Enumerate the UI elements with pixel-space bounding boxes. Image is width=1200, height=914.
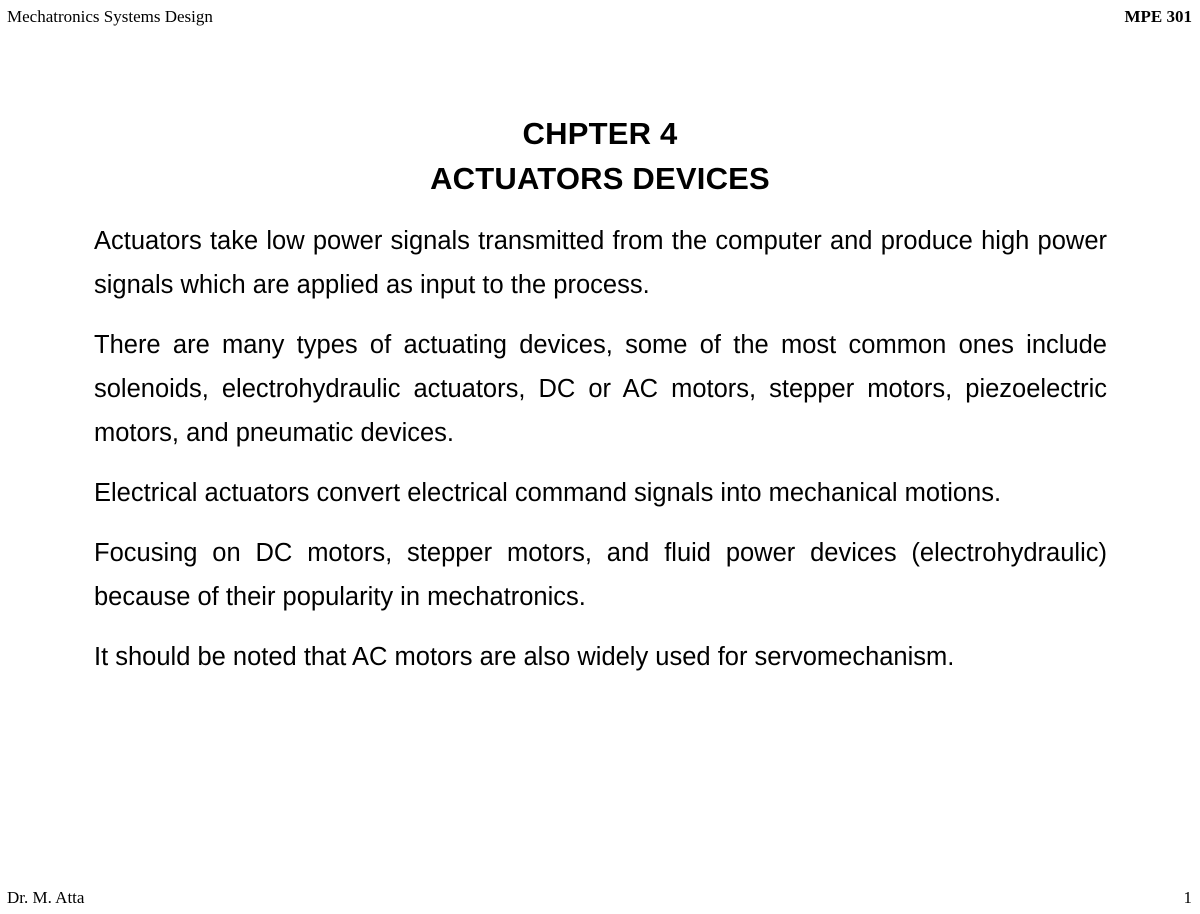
paragraph-ac-motors-note: It should be noted that AC motors are also widely used for servomechanism. [94,643,955,671]
paragraph-actuators-definition: Actuators take low power signals transmitted from the computer and produce high power signals which are applied as input to the process. [94,227,1107,299]
chapter-title [0,111,1200,201]
chapter-number: CHPTER 4 [522,116,678,151]
page-footer [7,888,1192,908]
author: Dr. M. Atta [7,888,85,907]
page-number: 1 [1183,888,1192,907]
course-code: MPE 301 [1124,7,1192,26]
paragraph-focus: Focusing on DC motors, stepper motors, and fluid power devices (electrohydraulic) because of their popularity in mechatronics. [94,539,1107,611]
paragraph-electrical-actuators: Electrical actuators convert electrical command signals into mechanical motions. [94,479,1002,507]
page-header [7,7,1192,27]
body-text [94,219,1107,695]
chapter-heading: ACTUATORS DEVICES [430,161,770,196]
paragraph-actuator-types: There are many types of actuating devices, some of the most common ones include solenoids, electrohydraulic actuators, DC or AC motors, stepper motors, piezoelectric motors, and pneumatic devices. [94,331,1107,447]
course-title: Mechatronics Systems Design [7,7,213,26]
